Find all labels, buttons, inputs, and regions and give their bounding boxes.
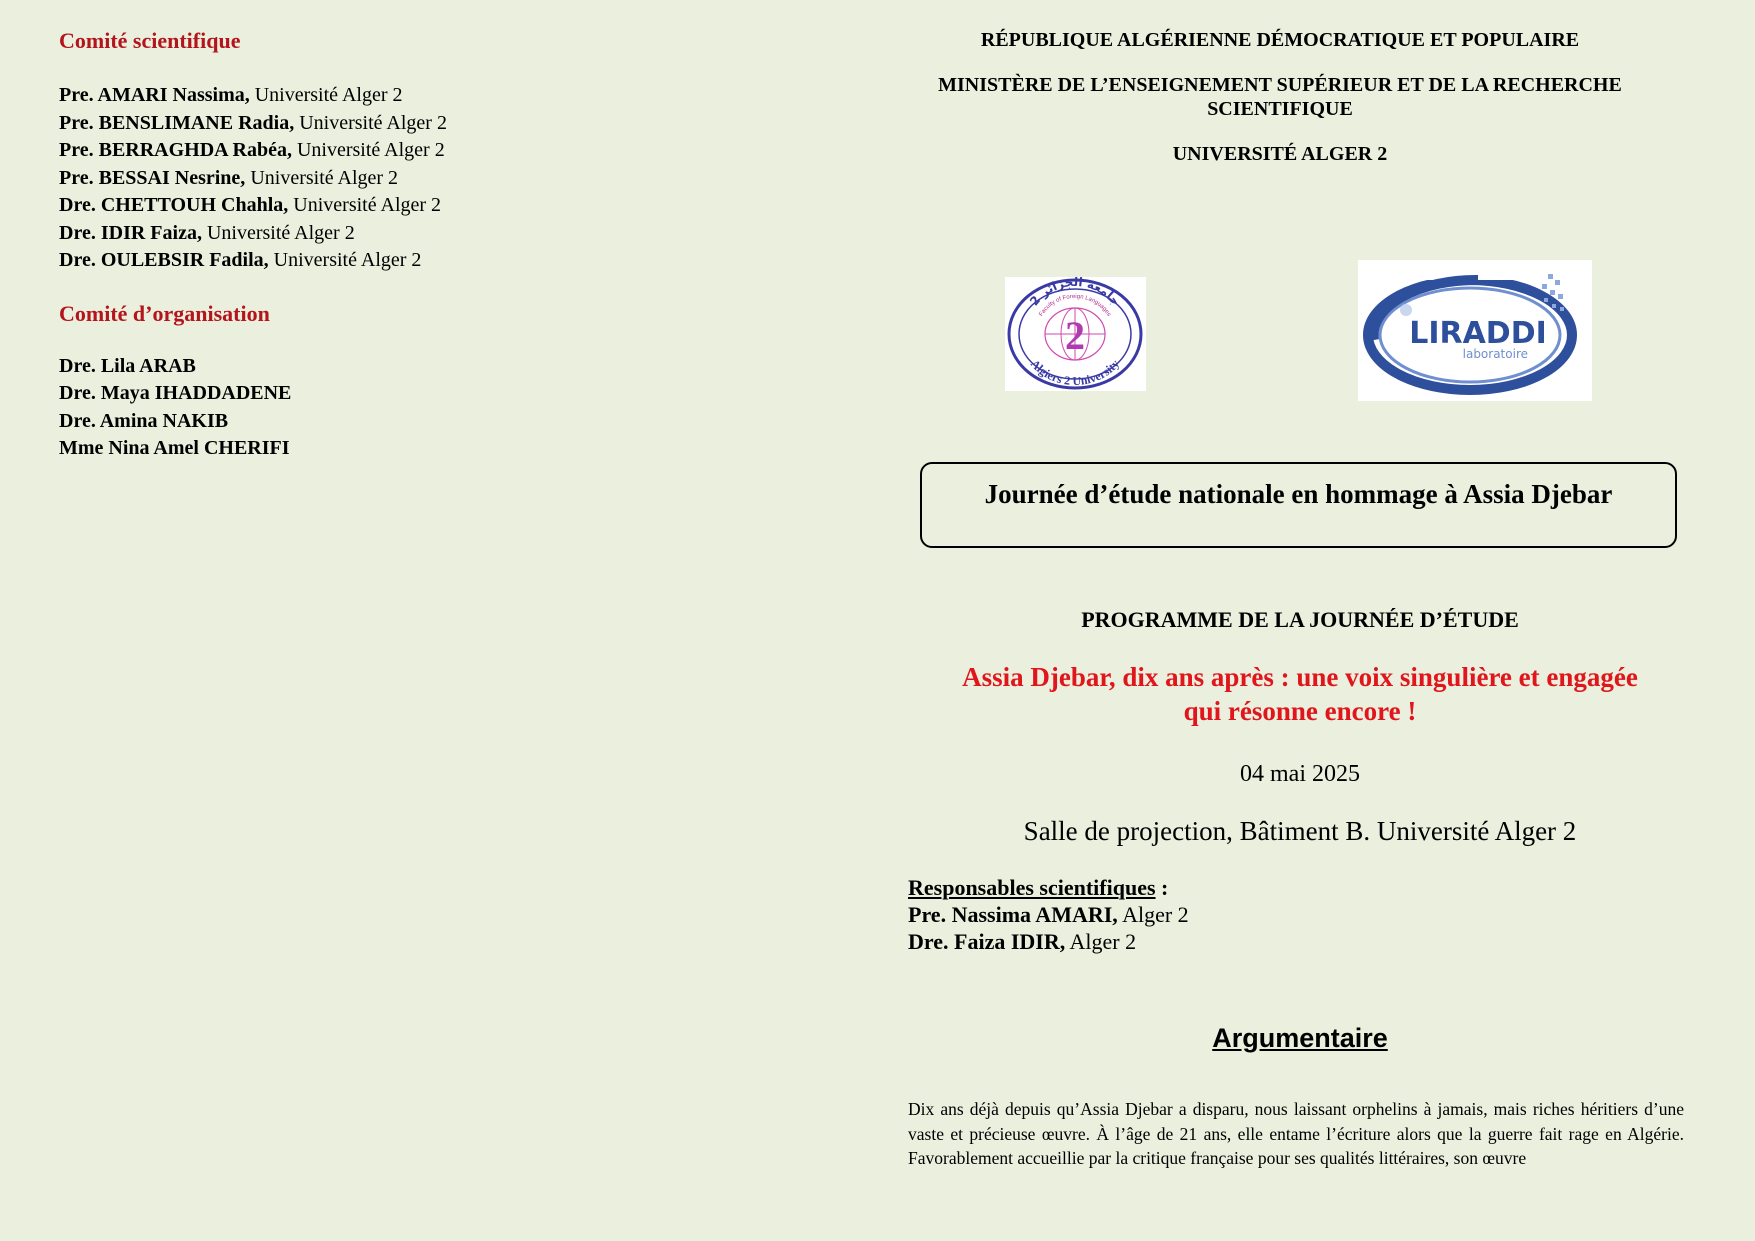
ministry-header: MINISTÈRE DE L’ENSEIGNEMENT SUPÉRIEUR ET DE LA RECHERCHE SCIENTIFIQUE — [938, 74, 1622, 120]
event-theme — [895, 660, 1705, 728]
scientific-committee-heading: Comité scientifique — [59, 28, 241, 53]
event-date: 04 mai 2025 — [1240, 761, 1360, 787]
algiers-2-university-logo — [1005, 277, 1146, 391]
scientific-leads — [908, 874, 1189, 955]
svg-text:laboratoire: laboratoire — [1462, 347, 1528, 361]
event-venue: Salle de projection, Bâtiment B. Université Alger 2 — [1023, 816, 1577, 846]
svg-text:جامعة الجزائر 2: جامعة الجزائر 2 — [1027, 277, 1123, 309]
event-title: Journée d’étude nationale en hommage à Assia Djebar — [984, 479, 1613, 509]
theme-line: qui résonne encore ! — [1183, 696, 1417, 726]
organizer: Dre. Amina NAKIB — [59, 409, 229, 432]
committee-member: Dre. IDIR Faiza, Université Alger 2 — [59, 221, 355, 244]
svg-text:2: 2 — [1065, 313, 1085, 358]
organizer: Dre. Lila ARAB — [59, 354, 196, 377]
logos-row — [895, 260, 1705, 403]
left-panel — [59, 28, 859, 463]
svg-text:LIRADDI: LIRADDI — [1409, 316, 1547, 351]
right-panel — [895, 28, 1705, 1168]
organizer: Mme Nina Amel CHERIFI — [59, 437, 290, 459]
committee-member: Pre. BESSAI Nesrine, Université Alger 2 — [59, 166, 399, 189]
republic-header: RÉPUBLIQUE ALGÉRIENNE DÉMOCRATIQUE ET POPULAIRE — [980, 29, 1580, 51]
scientific-lead: Pre. Nassima AMARI, Alger 2 — [908, 902, 1189, 927]
liraddi-logo — [1358, 260, 1592, 401]
organizer: Dre. Maya IHADDADENE — [59, 382, 292, 404]
organizing-committee-heading: Comité d’organisation — [59, 300, 270, 326]
programme-heading: PROGRAMME DE LA JOURNÉE D’ÉTUDE — [1081, 607, 1519, 632]
argumentaire-heading: Argumentaire — [1212, 1023, 1388, 1053]
scientific-lead: Dre. Faiza IDIR, Alger 2 — [908, 929, 1137, 954]
svg-text:Faculty of Foreign Languages: Faculty of Foreign Languages — [1038, 293, 1112, 318]
committee-member: Pre. AMARI Nassima, Université Alger 2 — [59, 84, 403, 106]
committee-member: Dre. OULEBSIR Fadila, Université Alger 2 — [59, 249, 422, 271]
committee-member: Pre. BERRAGHDA Rabéa, Université Alger 2 — [59, 139, 445, 161]
committee-member: Dre. CHETTOUH Chahla, Université Alger 2 — [59, 194, 442, 216]
committee-member: Pre. BENSLIMANE Radia, Université Alger 2 — [59, 111, 447, 134]
scientific-committee-list — [59, 82, 859, 275]
argumentaire-text: Dix ans déjà depuis qu’Assia Djebar a disparu, nous laissant orphelins à jamais, mais riches héritiers d’une vaste et précieuse œuvre. À l’âge de 21 ans, elle entame l’écriture alors que la guerre fait rage en Algérie. Favorablement accueillie par la critique française pour ses qualités littéraires, son œuvre — [908, 1099, 1684, 1168]
organizing-committee-list — [59, 353, 859, 463]
theme-line: Assia Djebar, dix ans après : une voix singulière et engagée — [962, 662, 1638, 692]
svg-text:Algiers 2 University: Algiers 2 University — [1027, 356, 1123, 389]
university-header: UNIVERSITÉ ALGER 2 — [1172, 143, 1388, 165]
event-title-box — [920, 462, 1677, 548]
scientific-leads-heading: Responsables scientifiques : — [908, 875, 1169, 900]
